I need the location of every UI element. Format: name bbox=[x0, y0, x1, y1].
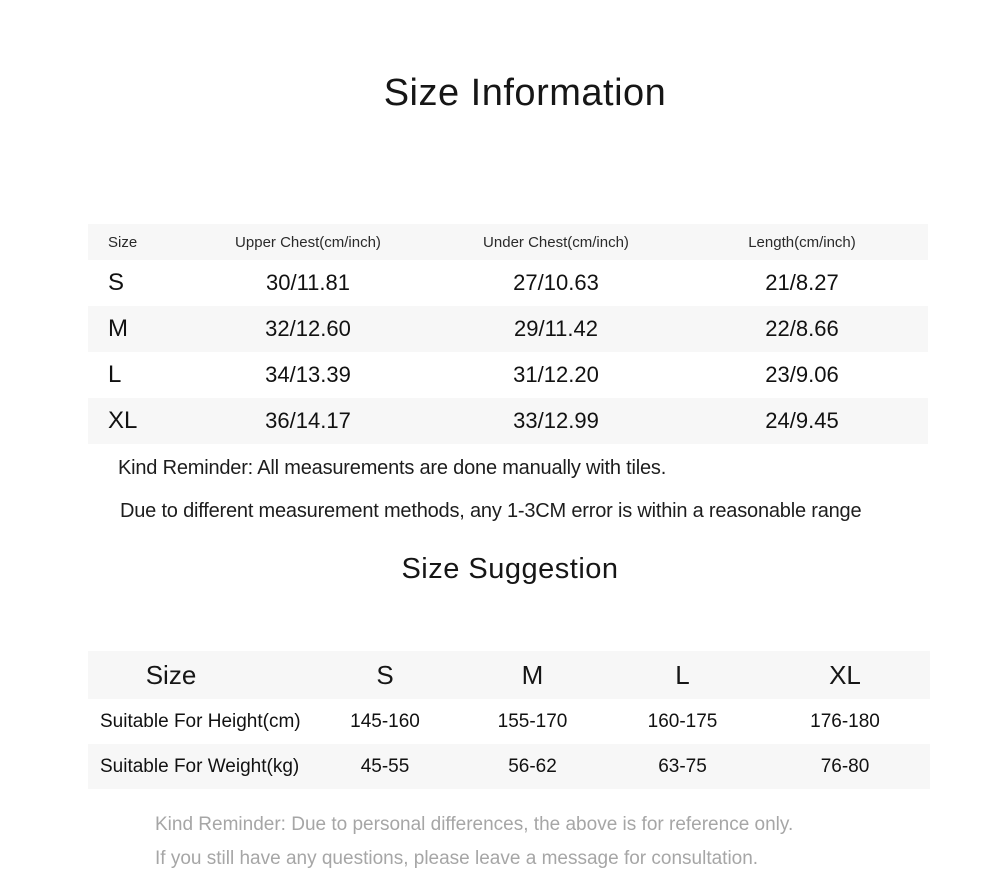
cell-length: 21/8.27 bbox=[765, 270, 839, 295]
table-row-xl bbox=[88, 398, 928, 444]
header-m: M bbox=[521, 659, 544, 690]
cell-length: 23/9.06 bbox=[765, 362, 839, 387]
header-size: Size bbox=[108, 233, 138, 251]
cell-size: XL bbox=[108, 407, 138, 434]
page-title: Size Information bbox=[383, 72, 667, 114]
header-under-chest: Under Chest(cm/inch) bbox=[483, 233, 629, 251]
cell-xl: 176-180 bbox=[810, 710, 880, 732]
size-suggestion-table bbox=[88, 651, 930, 789]
cell-m: 56-62 bbox=[508, 755, 557, 777]
table-row-m bbox=[88, 306, 928, 352]
measurement-note-line2: Due to different measurement methods, any 1-3CM error is within a reasonable range bbox=[120, 500, 862, 522]
row-label: Suitable For Weight(kg) bbox=[100, 755, 300, 777]
cell-upper-chest: 34/13.39 bbox=[265, 362, 351, 387]
cell-under-chest: 31/12.20 bbox=[513, 362, 599, 387]
cell-s: 45-55 bbox=[360, 755, 410, 777]
cell-upper-chest: 36/14.17 bbox=[265, 408, 351, 433]
table-row-s bbox=[88, 260, 928, 306]
cell-size: L bbox=[108, 361, 122, 388]
footer-note-line2: If you still have any questions, please leave a message for consultation. bbox=[155, 848, 759, 869]
cell-s: 145-160 bbox=[350, 710, 420, 732]
measurement-header-row bbox=[88, 224, 928, 260]
table-row-l bbox=[88, 352, 928, 398]
cell-under-chest: 29/11.42 bbox=[513, 316, 598, 341]
suggestion-row-height bbox=[88, 699, 930, 744]
cell-size: S bbox=[108, 269, 125, 296]
cell-size: M bbox=[108, 315, 128, 342]
header-l: L bbox=[675, 659, 690, 690]
cell-xl: 76-80 bbox=[820, 755, 870, 777]
header-size: Size bbox=[145, 659, 197, 690]
size-measurement-table bbox=[88, 224, 928, 444]
header-upper-chest: Upper Chest(cm/inch) bbox=[235, 233, 381, 251]
measurement-note-line1: Kind Reminder: All measurements are done manually with tiles. bbox=[118, 457, 667, 479]
footer-note-line1: Kind Reminder: Due to personal differences, the above is for reference only. bbox=[155, 814, 794, 835]
suggestion-title: Size Suggestion bbox=[401, 553, 619, 585]
suggestion-header-row bbox=[88, 651, 930, 699]
cell-upper-chest: 30/11.81 bbox=[265, 270, 350, 295]
row-label: Suitable For Height(cm) bbox=[100, 710, 301, 732]
cell-under-chest: 33/12.99 bbox=[513, 408, 599, 433]
header-length: Length(cm/inch) bbox=[748, 233, 856, 251]
cell-l: 63-75 bbox=[658, 755, 707, 777]
cell-l: 160-175 bbox=[647, 710, 718, 732]
cell-under-chest: 27/10.63 bbox=[513, 270, 599, 295]
header-xl: XL bbox=[829, 659, 861, 690]
cell-length: 24/9.45 bbox=[765, 408, 839, 433]
cell-upper-chest: 32/12.60 bbox=[265, 316, 351, 341]
suggestion-row-weight bbox=[88, 744, 930, 789]
cell-length: 22/8.66 bbox=[765, 316, 839, 341]
cell-m: 155-170 bbox=[497, 710, 568, 732]
header-s: S bbox=[376, 659, 394, 690]
